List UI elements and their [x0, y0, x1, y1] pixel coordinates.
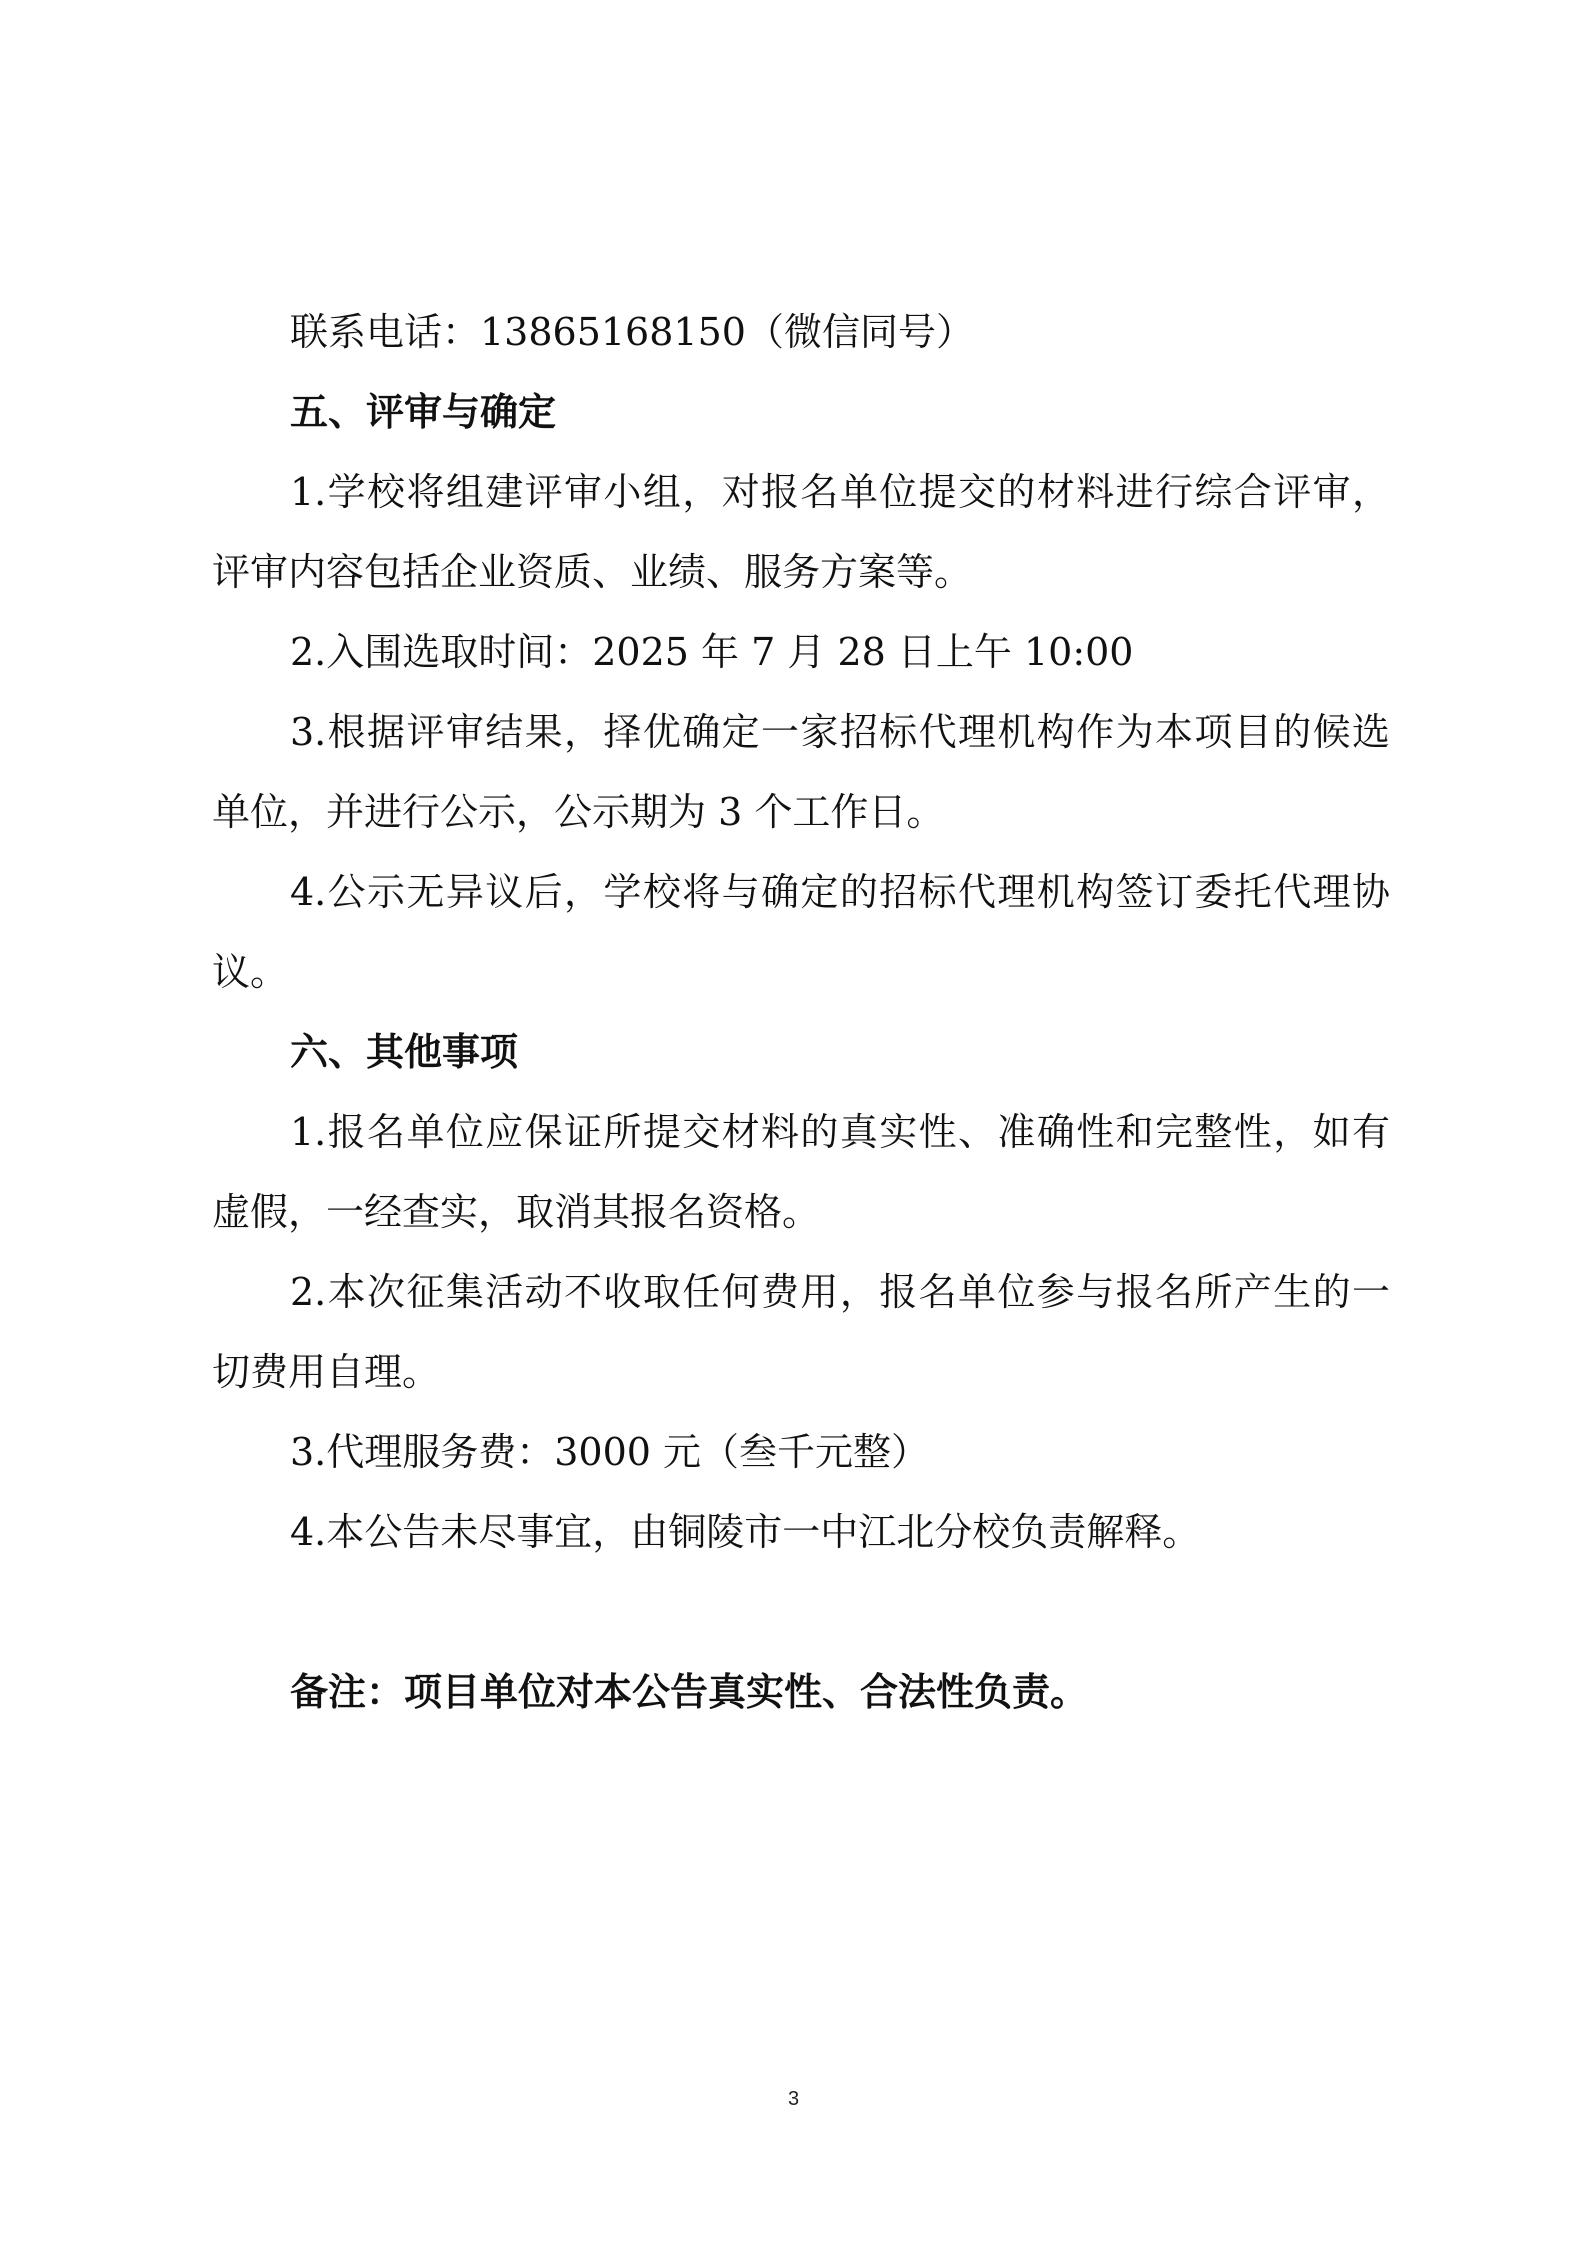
remark-note: 备注：项目单位对本公告真实性、合法性负责。: [290, 1669, 1089, 1714]
section-5-item-3: 3.根据评审结果，择优确定一家招标代理机构作为本项目的候选单位，并进行公示，公示期为 3 个工作日。: [212, 710, 1390, 834]
section-6-item-3: 3.代理服务费：3000 元（叁千元整）: [290, 1430, 930, 1474]
section-6-heading: 六、其他事项: [290, 1029, 519, 1074]
contact-phone-line: 联系电话：13865168150（微信同号）: [290, 310, 974, 354]
section-6-item-1: 1.报名单位应保证所提交材料的真实性、准确性和完整性，如有虚假，一经查实，取消其报名资格。: [212, 1110, 1390, 1234]
section-6-item-2: 2.本次征集活动不收取任何费用，报名单位参与报名所产生的一切费用自理。: [212, 1270, 1390, 1394]
section-5-heading: 五、评审与确定: [290, 389, 557, 434]
section-5-item-4: 4.公示无异议后，学校将与确定的招标代理机构签订委托代理协议。: [212, 870, 1390, 994]
section-6-item-4: 4.本公告未尽事宜，由铜陵市一中江北分校负责解释。: [290, 1510, 1201, 1554]
page-number: 3: [787, 2088, 800, 2110]
section-5-item-2: 2.入围选取时间：2025 年 7 月 28 日上午 10:00: [290, 630, 1134, 674]
document-body: [212, 292, 1390, 1732]
section-5-item-1: 1.学校将组建评审小组，对报名单位提交的材料进行综合评审，评审内容包括企业资质、业绩、服务方案等。: [212, 470, 1390, 594]
